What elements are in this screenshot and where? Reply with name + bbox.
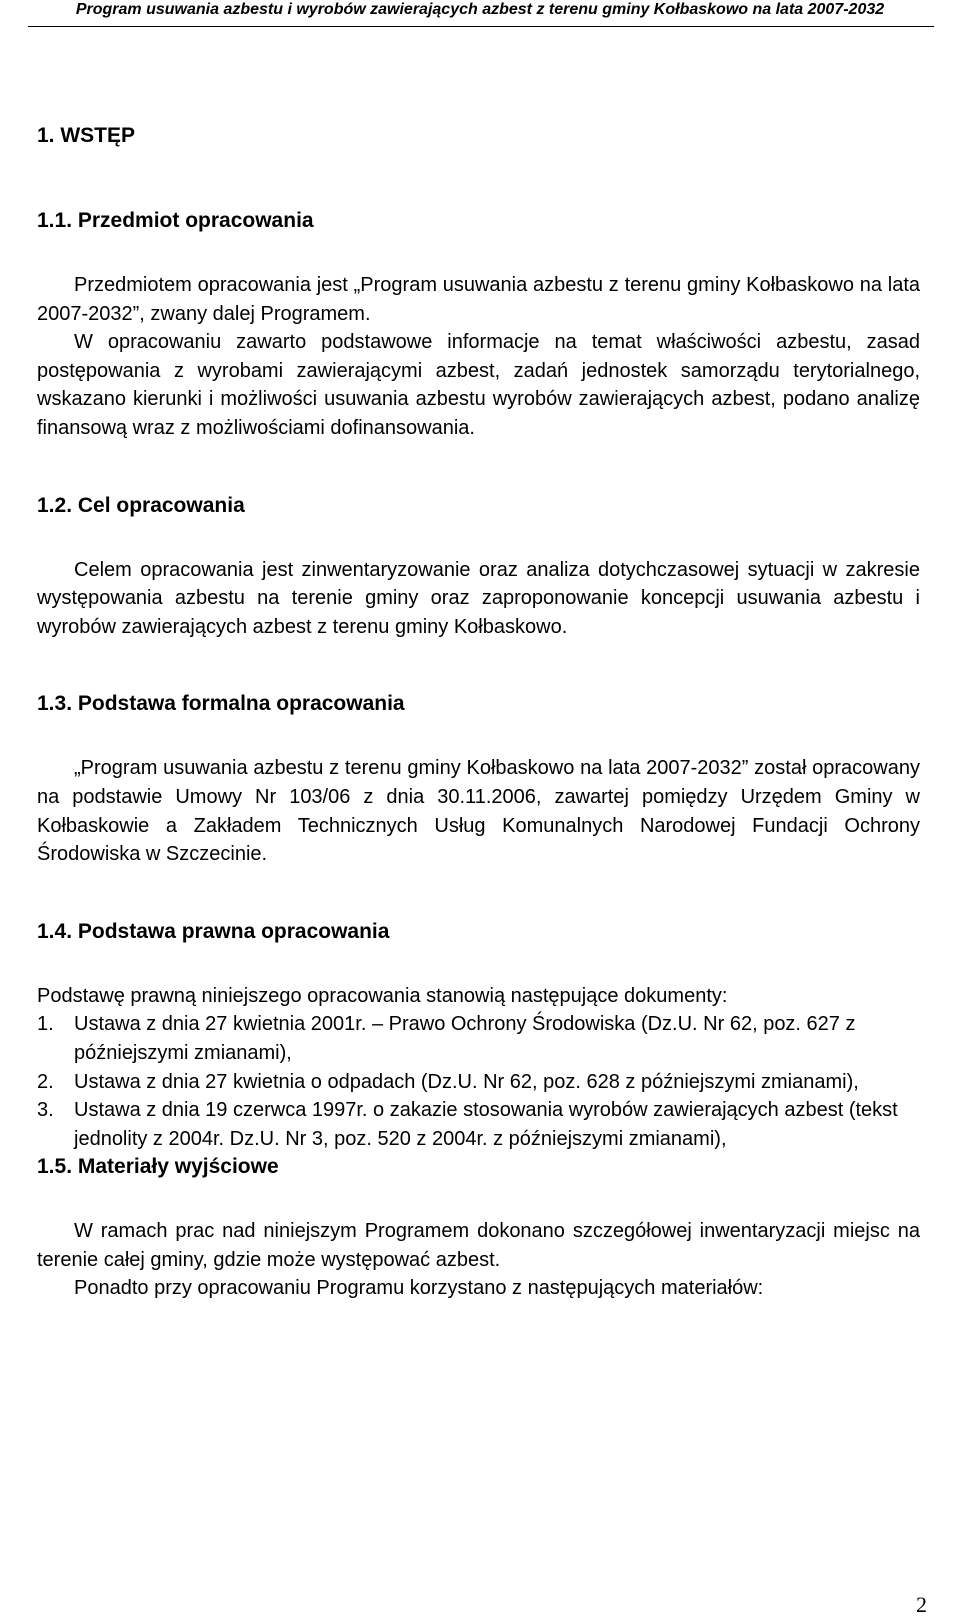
list-item-number: 3.	[37, 1099, 54, 1122]
list-item-number: 1.	[37, 1013, 54, 1036]
section-heading: 1.1. Przedmiot opracowania	[37, 209, 314, 232]
section-heading: 1.2. Cel opracowania	[37, 493, 245, 517]
section-materialy	[37, 1153, 920, 1303]
list-item	[37, 1010, 920, 1067]
document-body	[37, 122, 920, 1303]
section-heading: 1.5. Materiały wyjściowe	[37, 1155, 279, 1179]
paragraph: W ramach prac nad niniejszym Programem dokonano szczegółowej inwentaryzacji miejsc na terenie całej gminy, gdzie może występować azbest.	[37, 1220, 920, 1271]
paragraph: „Program usuwania azbestu z terenu gminy Kołbaskowo na lata 2007-2032” został opracowany na podstawie Umowy Nr 103/06 z dnia 30.11.2006, zawartej pomiędzy Urzędem Gminy w Kołbaskowie a Zakładem Technicznych Usług Komunalnych Narodowej Fundacji Ochrony Środowiska w Szczecinie.	[37, 757, 920, 866]
list-item-text: Ustawa z dnia 27 kwietnia o odpadach (Dz.U. Nr 62, poz. 628 z późniejszymi zmianami),	[74, 1070, 859, 1093]
section-heading: 1.3. Podstawa formalna opracowania	[37, 692, 405, 716]
list-item-number: 2.	[37, 1070, 54, 1093]
list-intro: Podstawę prawną niniejszego opracowania stanowią następujące dokumenty:	[37, 984, 728, 1007]
header-rule	[28, 26, 934, 27]
running-header	[0, 0, 960, 40]
chapter-title: 1. WSTĘP	[37, 124, 136, 147]
paragraph: Ponadto przy opracowaniu Programu korzystano z następujących materiałów:	[74, 1277, 764, 1300]
list-item	[37, 1096, 920, 1153]
list-item-text: Ustawa z dnia 27 kwietnia 2001r. – Prawo Ochrony Środowiska (Dz.U. Nr 62, poz. 627 z późniejszymi zmianami),	[74, 1013, 856, 1064]
section-podstawa-prawna	[37, 918, 920, 1154]
list-item	[37, 1068, 920, 1097]
legal-documents-list	[37, 1010, 920, 1153]
section-cel	[37, 492, 920, 642]
section-przedmiot	[37, 207, 920, 443]
section-podstawa-formalna	[37, 690, 920, 868]
paragraph: Przedmiotem opracowania jest „Program usuwania azbestu z terenu gminy Kołbaskowo na lata 2007-2032”, zwany dalej Programem.	[37, 274, 920, 325]
section-heading: 1.4. Podstawa prawna opracowania	[37, 919, 390, 943]
paragraph: W opracowaniu zawarto podstawowe informacje na temat właściwości azbestu, zasad postępowania z wyrobami zawierającymi azbest, zadań jednostek samorządu terytorialnego, wskazano kierunki i możliwości usuwania azbestu wyrobów zawierających azbest, podano analizę finansową wraz z możliwościami dofinansowania.	[37, 331, 920, 439]
paragraph: Celem opracowania jest zinwentaryzowanie oraz analiza dotychczasowej sytuacji w zakresie występowania azbestu na terenie gminy oraz zaproponowanie koncepcji usuwania azbestu i wyrobów zawierających azbest z terenu gminy Kołbaskowo.	[37, 558, 920, 638]
list-item-text: Ustawa z dnia 19 czerwca 1997r. o zakazie stosowania wyrobów zawierających azbest (tekst jednolity z 2004r. Dz.U. Nr 3, poz. 520 z 2004r. z późniejszymi zmianami),	[74, 1099, 898, 1150]
page-number: 2	[916, 1592, 927, 1617]
running-title: Program usuwania azbestu i wyrobów zawierających azbest z terenu gminy Kołbaskowo na lata 2007-2032	[75, 1, 885, 18]
